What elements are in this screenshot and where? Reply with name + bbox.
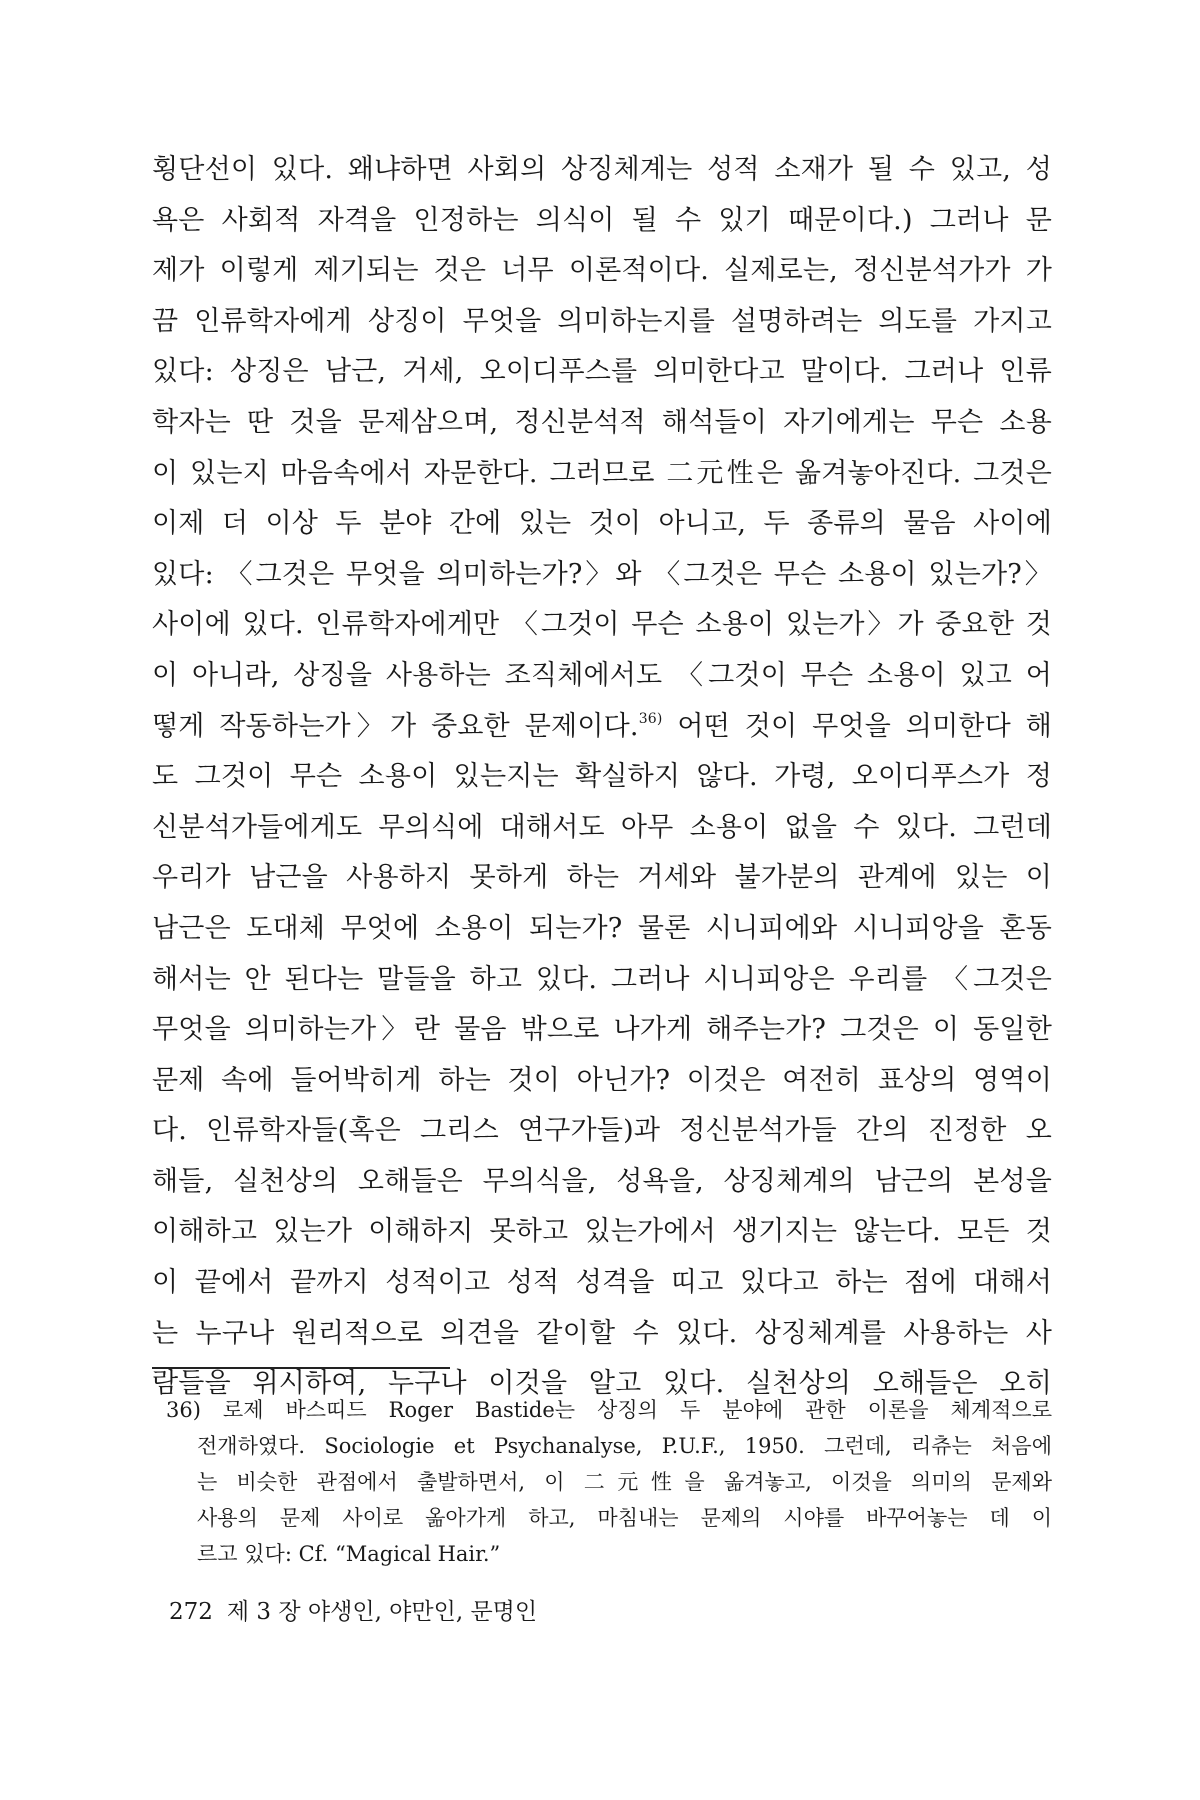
body-text [152, 145, 1052, 1410]
body-line: 제가 이렇게 제기되는 것은 너무 이론적이다. 실제로는, 정신분석가가 가 [152, 255, 1052, 287]
body-line: 이해하고 있는가 이해하지 못하고 있는가에서 생기지는 않는다. 모든 것 [152, 1216, 1052, 1248]
body-line: 람들을 위시하여, 누구나 이것을 알고 있다. 실천상의 오해들은 오히 [152, 1368, 1052, 1400]
body-line: 다. 인류학자들(혹은 그리스 연구가들)과 정신분석가들 간의 진정한 오 [152, 1115, 1052, 1147]
footnote-reference[interactable]: 36) [638, 710, 663, 727]
body-line-continuation: 어떤 것이 무엇을 의미한다 해 [662, 710, 1052, 742]
body-line: 무엇을 의미하는가〉란 물음 밖으로 나가게 해주는가? 그것은 이 동일한 [152, 1014, 1052, 1046]
body-line: 있다: 상징은 남근, 거세, 오이디푸스를 의미한다고 말이다. 그러나 인류 [152, 356, 1052, 388]
body-line: 해들, 실천상의 오해들은 무의식을, 성욕을, 상징체계의 남근의 본성을 [152, 1165, 1052, 1197]
body-line-text: 떻게 작동하는가〉가 중요한 문제이다. [152, 710, 639, 742]
body-line: 도 그것이 무슨 소용이 있는지는 확실하지 않다. 가령, 오이디푸스가 정 [152, 761, 1052, 793]
body-line: 욕은 사회적 자격을 인정하는 의식이 될 수 있기 때문이다.) 그러나 문 [152, 204, 1052, 236]
body-line: 신분석가들에게도 무의식에 대해서도 아무 소용이 없을 수 있다. 그런데 [152, 811, 1052, 843]
body-line: 학자는 딴 것을 문제삼으며, 정신분석적 해석들이 자기에게는 무슨 소용 [152, 406, 1052, 438]
body-line: 이 아니라, 상징을 사용하는 조직체에서도 〈그것이 무슨 소용이 있고 어 [152, 659, 1052, 691]
footnote-line: 는 비슷한 관점에서 출발하면서, 이 二元性을 옮겨놓고, 이것을 의미의 문제와 [197, 1470, 1052, 1494]
footnotes [152, 1392, 1052, 1572]
body-line: 해서는 안 된다는 말들을 하고 있다. 그러나 시니피앙은 우리를 〈그것은 [152, 963, 1052, 995]
body-line: 문제 속에 들어박히게 하는 것이 아닌가? 이것은 여전히 표상의 영역이 [152, 1064, 1052, 1096]
footnote-line: 전개하였다. Sociologie et Psychanalyse, P.U.F., 1950. 그런데, 리츄는 처음에 [197, 1434, 1052, 1458]
footnote-line: 르고 있다: Cf. “Magical Hair.” [197, 1542, 501, 1566]
body-line-with-footnote-ref [152, 702, 1052, 753]
body-line: 이 있는지 마음속에서 자문한다. 그러므로 二元性은 옮겨놓아진다. 그것은 [152, 457, 1052, 489]
body-line: 남근은 도대체 무엇에 소용이 되는가? 물론 시니피에와 시니피앙을 혼동 [152, 912, 1052, 944]
body-line: 있다: 〈그것은 무엇을 의미하는가?〉와 〈그것은 무슨 소용이 있는가?〉 [152, 558, 1052, 590]
footnote-divider [152, 1367, 450, 1369]
body-line: 이 끝에서 끝까지 성적이고 성적 성격을 띠고 있다고 하는 점에 대해서 [152, 1267, 1052, 1299]
page-number: 272 [169, 1599, 213, 1625]
body-line: 사이에 있다. 인류학자에게만 〈그것이 무슨 소용이 있는가〉가 중요한 것 [152, 609, 1052, 641]
body-line: 끔 인류학자에게 상징이 무엇을 의미하는지를 설명하려는 의도를 가지고 [152, 305, 1052, 337]
body-line: 횡단선이 있다. 왜냐하면 사회의 상징체계는 성적 소재가 될 수 있고, 성 [152, 154, 1052, 185]
body-line: 는 누구나 원리적으로 의견을 같이할 수 있다. 상징체계를 사용하는 사 [152, 1317, 1052, 1349]
running-chapter-title: 제 3 장 야생인, 야만인, 문명인 [226, 1599, 538, 1625]
page-footer [169, 1597, 537, 1627]
footnote-line: 36) 로제 바스띠드 Roger Bastide는 상징의 두 분야에 관한 이론을 체계적으로 [166, 1398, 1052, 1422]
body-line: 이제 더 이상 두 분야 간에 있는 것이 아니고, 두 종류의 물음 사이에 [152, 508, 1052, 540]
footnote-line: 사용의 문제 사이로 옮아가게 하고, 마침내는 문제의 시야를 바꾸어놓는 데 이 [197, 1506, 1052, 1530]
body-line: 우리가 남근을 사용하지 못하게 하는 거세와 불가분의 관계에 있는 이 [152, 862, 1052, 894]
